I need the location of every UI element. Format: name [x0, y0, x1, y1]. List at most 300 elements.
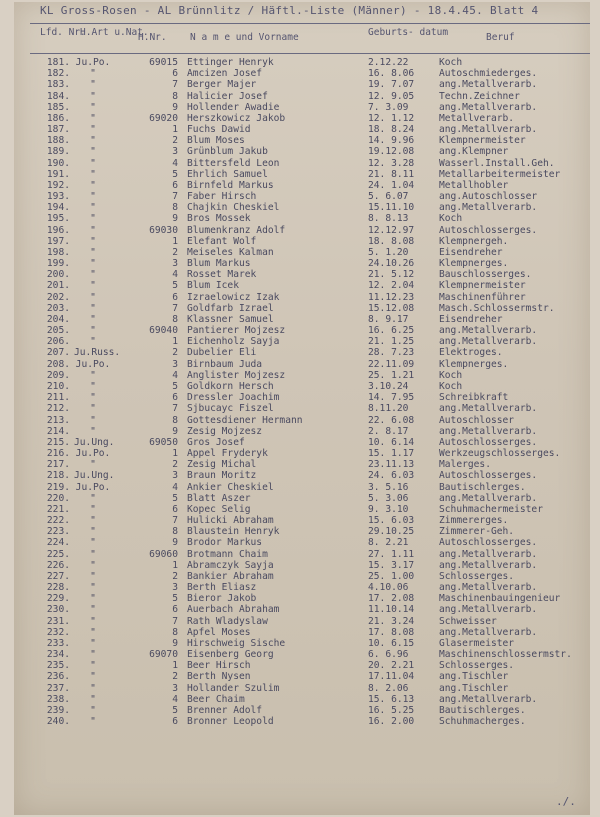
table-row [0, 705, 600, 716]
table-row [0, 683, 600, 694]
row-type-nationality: " [90, 112, 96, 124]
row-prisoner-number: 4 [172, 369, 178, 381]
row-birthdate: 5. 3.06 [368, 492, 409, 504]
row-type-nationality: " [90, 124, 96, 136]
row-occupation: Bauschlosserges. [439, 269, 532, 281]
table-row [0, 158, 600, 169]
table-row [0, 102, 600, 113]
row-birthdate: 21. 5.12 [368, 269, 415, 281]
table-row [0, 68, 600, 79]
row-occupation: Maschinenschlossermstr. [439, 649, 572, 661]
row-birthdate: 2.12.22 [368, 57, 409, 68]
row-name: Klassner Samuel [187, 313, 274, 325]
row-number: 209. [46, 369, 70, 381]
row-number: 233. [46, 637, 70, 649]
row-prisoner-number: 2 [172, 671, 178, 683]
row-type-nationality: " [90, 246, 96, 258]
row-birthdate: 12.12.97 [368, 224, 415, 236]
row-birthdate: 20. 2.21 [368, 660, 415, 672]
row-prisoner-number: 5 [172, 593, 178, 605]
col-date-header: Geburts- datum [368, 27, 449, 38]
row-occupation: ang.Metallverarb. [439, 604, 538, 616]
row-name: Hirschweig Sische [187, 637, 286, 649]
row-prisoner-number: 2 [172, 459, 178, 471]
row-prisoner-number: 3 [172, 358, 178, 370]
row-name: Dressler Joachim [187, 392, 280, 404]
row-birthdate: 27. 1.11 [368, 548, 415, 560]
row-number: 226. [46, 559, 70, 571]
row-number: 221. [46, 503, 70, 515]
row-name: Beer Chaim [187, 693, 245, 705]
row-birthdate: 2. 8.17 [368, 425, 409, 437]
row-birthdate: 16. 2.00 [368, 716, 415, 728]
row-type-nationality: " [90, 68, 96, 80]
row-name: Blumenkranz Adolf [187, 224, 286, 236]
row-birthdate: 10. 6.15 [368, 637, 415, 649]
row-occupation: ang.Metallverarb. [439, 202, 538, 214]
row-type-nationality: " [90, 269, 96, 281]
row-type-nationality: " [90, 380, 96, 392]
row-type-nationality: " [90, 660, 96, 672]
row-name: Goldkorn Hersch [187, 380, 274, 392]
row-birthdate: 6. 6.96 [368, 649, 409, 661]
row-name: Herszkowicz Jakob [187, 112, 286, 124]
table-row [0, 448, 600, 459]
col-name-header: N a m e und Vorname [190, 32, 299, 43]
row-prisoner-number: 69060 [149, 548, 178, 560]
row-name: Rosset Marek [187, 269, 257, 281]
table-row [0, 593, 600, 604]
row-prisoner-number: 3 [172, 682, 178, 694]
row-name: Kopec Selig [187, 503, 251, 515]
row-occupation: ang.Metallverarb. [439, 325, 538, 337]
row-prisoner-number: 9 [172, 213, 178, 225]
row-name: Bankier Abraham [187, 570, 274, 582]
row-type-nationality: " [90, 604, 96, 616]
row-type-nationality: " [90, 414, 96, 426]
row-type-nationality: " [90, 492, 96, 504]
row-birthdate: 24. 1.04 [368, 179, 415, 191]
row-occupation: Autoschlosserges. [439, 470, 538, 482]
row-type-nationality: " [90, 459, 96, 471]
row-name: Berger Majer [187, 79, 257, 91]
row-type-nationality: " [90, 593, 96, 605]
row-birthdate: 15. 6.03 [368, 515, 415, 527]
row-number: 235. [46, 660, 70, 672]
row-number: 212. [46, 403, 70, 415]
row-number: 229. [46, 593, 70, 605]
row-birthdate: 8. 2.06 [368, 682, 409, 694]
row-prisoner-number: 5 [172, 492, 178, 504]
row-name: Bieror Jakob [187, 593, 257, 605]
table-row [0, 415, 600, 426]
row-prisoner-number: 69030 [149, 224, 178, 236]
row-type-nationality: Ju.Po. [75, 358, 111, 370]
row-name: Bros Mossek [187, 213, 251, 225]
row-prisoner-number: 8 [172, 526, 178, 538]
row-prisoner-number: 5 [172, 380, 178, 392]
table-row [0, 493, 600, 504]
row-prisoner-number: 8 [172, 414, 178, 426]
row-type-nationality: " [90, 626, 96, 638]
row-birthdate: 19. 7.07 [368, 79, 415, 91]
row-birthdate: 15. 6.13 [368, 693, 415, 705]
row-number: 230. [46, 604, 70, 616]
row-number: 193. [46, 191, 70, 203]
row-type-nationality: " [90, 101, 96, 113]
row-type-nationality: Ju.Po. [75, 481, 111, 493]
table-row [0, 616, 600, 627]
row-prisoner-number: 69040 [149, 325, 178, 337]
row-prisoner-number: 6 [172, 716, 178, 728]
row-type-nationality: " [90, 425, 96, 437]
row-number: 227. [46, 570, 70, 582]
row-prisoner-number: 9 [172, 425, 178, 437]
row-name: Izraelowicz Izak [187, 291, 280, 303]
table-row [0, 582, 600, 593]
row-prisoner-number: 4 [172, 269, 178, 281]
col-hart-header: H.Art u.Nat. [80, 27, 149, 38]
row-prisoner-number: 2 [172, 570, 178, 582]
row-name: Brenner Adolf [187, 704, 263, 716]
table-row [0, 225, 600, 236]
row-number: 188. [46, 135, 70, 147]
row-occupation: Maschinenführer [439, 291, 526, 303]
row-birthdate: 8. 9.17 [368, 313, 409, 325]
table-row [0, 515, 600, 526]
row-occupation: Werkzeugschlosserges. [439, 448, 561, 460]
table-row [0, 571, 600, 582]
row-number: 182. [46, 68, 70, 80]
row-prisoner-number: 2 [172, 347, 178, 359]
row-type-nationality: " [90, 693, 96, 705]
row-number: 198. [46, 246, 70, 258]
row-number: 205. [46, 325, 70, 337]
row-name: Dubelier Eli [187, 347, 257, 359]
row-prisoner-number: 3 [172, 258, 178, 270]
table-row [0, 336, 600, 347]
row-prisoner-number: 6 [172, 291, 178, 303]
header-rule [30, 53, 590, 54]
table-row [0, 303, 600, 314]
row-occupation: Zimmererges. [439, 515, 509, 527]
row-occupation: Maschinenbauingenieur [439, 593, 561, 605]
row-birthdate: 8. 8.13 [368, 213, 409, 225]
row-name: Blum Icek [187, 280, 239, 292]
row-birthdate: 5. 1.20 [368, 246, 409, 258]
row-name: Birnbaum Juda [187, 358, 263, 370]
row-prisoner-number: 6 [172, 604, 178, 616]
row-type-nationality: " [90, 179, 96, 191]
table-row [0, 135, 600, 146]
row-type-nationality: " [90, 615, 96, 627]
row-prisoner-number: 1 [172, 559, 178, 571]
row-prisoner-number: 6 [172, 503, 178, 515]
row-occupation: Autoschlosserges. [439, 537, 538, 549]
row-birthdate: 15.12.08 [368, 302, 415, 314]
row-prisoner-number: 3 [172, 470, 178, 482]
table-row [0, 202, 600, 213]
row-birthdate: 14. 9.96 [368, 135, 415, 147]
row-prisoner-number: 2 [172, 246, 178, 258]
row-number: 199. [46, 258, 70, 270]
table-row [0, 57, 600, 68]
row-prisoner-number: 8 [172, 313, 178, 325]
row-prisoner-number: 7 [172, 403, 178, 415]
row-number: 204. [46, 313, 70, 325]
row-number: 202. [46, 291, 70, 303]
row-birthdate: 11.10.14 [368, 604, 415, 616]
row-number: 232. [46, 626, 70, 638]
table-row [0, 470, 600, 481]
table-row [0, 504, 600, 515]
row-number: 215. [46, 436, 70, 448]
row-prisoner-number: 1 [172, 336, 178, 348]
row-prisoner-number: 4 [172, 481, 178, 493]
row-birthdate: 21. 8.11 [368, 168, 415, 180]
row-type-nationality: " [90, 135, 96, 147]
row-name: Blum Markus [187, 258, 251, 270]
row-type-nationality: " [90, 559, 96, 571]
row-number: 200. [46, 269, 70, 281]
row-prisoner-number: 69015 [149, 57, 178, 68]
row-birthdate: 16. 6.25 [368, 325, 415, 337]
row-birthdate: 3. 5.16 [368, 481, 409, 493]
row-name: Apfel Moses [187, 626, 251, 638]
row-number: 207. [46, 347, 70, 359]
row-birthdate: 17. 8.08 [368, 626, 415, 638]
row-number: 197. [46, 235, 70, 247]
row-birthdate: 18. 8.24 [368, 124, 415, 136]
row-number: 225. [46, 548, 70, 560]
table-row [0, 113, 600, 124]
row-occupation: Autoschlosserges. [439, 224, 538, 236]
row-prisoner-number: 7 [172, 191, 178, 203]
row-number: 222. [46, 515, 70, 527]
row-type-nationality: " [90, 403, 96, 415]
row-number: 187. [46, 124, 70, 136]
row-name: Meiseles Kalman [187, 246, 274, 258]
row-type-nationality: " [90, 537, 96, 549]
table-row [0, 638, 600, 649]
row-prisoner-number: 8 [172, 626, 178, 638]
table-row [0, 627, 600, 638]
row-type-nationality: " [90, 716, 96, 728]
row-number: 239. [46, 704, 70, 716]
row-type-nationality: Ju.Russ. [74, 347, 121, 359]
row-number: 238. [46, 693, 70, 705]
row-name: Ankier Cheskiel [187, 481, 274, 493]
row-name: Bronner Leopold [187, 716, 274, 728]
row-prisoner-number: 6 [172, 392, 178, 404]
row-birthdate: 24.10.26 [368, 258, 415, 270]
row-name: Faber Hirsch [187, 191, 257, 203]
row-occupation: Schreibkraft [439, 392, 509, 404]
row-number: 191. [46, 168, 70, 180]
row-name: Gros Josef [187, 436, 245, 448]
row-name: Elefant Wolf [187, 235, 257, 247]
col-job-header: Beruf [486, 32, 515, 43]
row-name: Halicier Josef [187, 90, 268, 102]
row-type-nationality: Ju.Po. [75, 448, 111, 460]
row-occupation: Schuhmachermeister [439, 503, 543, 515]
row-occupation: ang.Metallverarb. [439, 425, 538, 437]
row-occupation: Schlosserges. [439, 660, 515, 672]
table-row [0, 359, 600, 370]
row-name: Birnfeld Markus [187, 179, 274, 191]
row-type-nationality: Ju.Ung. [74, 436, 115, 448]
row-occupation: Masch.Schlossermstr. [439, 302, 555, 314]
row-prisoner-number: 6 [172, 68, 178, 80]
row-type-nationality: " [90, 313, 96, 325]
row-type-nationality: " [90, 671, 96, 683]
row-number: 234. [46, 649, 70, 661]
table-row [0, 180, 600, 191]
table-row [0, 79, 600, 90]
row-name: Zesig Michal [187, 459, 257, 471]
row-birthdate: 12. 2.04 [368, 280, 415, 292]
row-name: Brotmann Chaim [187, 548, 268, 560]
row-type-nationality: " [90, 336, 96, 348]
row-occupation: Klempnerges. [439, 258, 509, 270]
row-prisoner-number: 2 [172, 135, 178, 147]
row-birthdate: 17.11.04 [368, 671, 415, 683]
row-prisoner-number: 5 [172, 704, 178, 716]
row-occupation: ang.Metallverarb. [439, 693, 538, 705]
row-occupation: ang.Metallverarb. [439, 79, 538, 91]
row-type-nationality: " [90, 280, 96, 292]
row-occupation: ang.Metallverarb. [439, 101, 538, 113]
row-prisoner-number: 6 [172, 179, 178, 191]
row-birthdate: 8. 2.21 [368, 537, 409, 549]
row-name: Anglister Mojzesz [187, 369, 286, 381]
table-row [0, 347, 600, 358]
row-name: Berth Nysen [187, 671, 251, 683]
col-hnr-header: H.Nr. [138, 32, 167, 43]
row-occupation: ang.Metallverarb. [439, 626, 538, 638]
row-occupation: ang.Metallverarb. [439, 582, 538, 594]
row-birthdate: 29.10.25 [368, 526, 415, 538]
row-name: Appel Fryderyk [187, 448, 268, 460]
table-row [0, 392, 600, 403]
row-occupation: Zimmerer-Geh. [439, 526, 515, 538]
row-number: 236. [46, 671, 70, 683]
table-row [0, 560, 600, 571]
row-birthdate: 11.12.23 [368, 291, 415, 303]
row-name: Auerbach Abraham [187, 604, 280, 616]
row-number: 224. [46, 537, 70, 549]
row-number: 181. [46, 57, 70, 68]
row-name: Berth Eliasz [187, 582, 257, 594]
table-row [0, 716, 600, 727]
row-occupation: Bautischlerges. [439, 481, 526, 493]
row-name: Ehrlich Samuel [187, 168, 268, 180]
row-birthdate: 25. 1.21 [368, 369, 415, 381]
row-name: Brodor Markus [187, 537, 263, 549]
document-title: KL Gross-Rosen - AL Brünnlitz / Häftl.-Liste (Männer) - 18.4.45. Blatt 4 [40, 4, 539, 17]
row-occupation: Metallverarb. [439, 112, 515, 124]
row-number: 213. [46, 414, 70, 426]
table-row [0, 236, 600, 247]
row-occupation: ang.Tischler [439, 682, 509, 694]
row-number: 206. [46, 336, 70, 348]
row-name: Fuchs Dawid [187, 124, 251, 136]
row-birthdate: 17. 2.08 [368, 593, 415, 605]
row-prisoner-number: 1 [172, 235, 178, 247]
row-prisoner-number: 3 [172, 582, 178, 594]
table-row [0, 526, 600, 537]
row-type-nationality: " [90, 168, 96, 180]
row-occupation: Eisendreher [439, 313, 503, 325]
row-name: Gottesdiener Hermann [187, 414, 303, 426]
row-birthdate: 28. 7.23 [368, 347, 415, 359]
row-occupation: Autoschmiederges. [439, 68, 538, 80]
row-birthdate: 23.11.13 [368, 459, 415, 471]
row-prisoner-number: 7 [172, 302, 178, 314]
row-number: 192. [46, 179, 70, 191]
row-type-nationality: " [90, 325, 96, 337]
row-birthdate: 9. 3.10 [368, 503, 409, 515]
table-row [0, 258, 600, 269]
row-number: 189. [46, 146, 70, 158]
table-row [0, 146, 600, 157]
row-birthdate: 12. 1.12 [368, 112, 415, 124]
table-row [0, 426, 600, 437]
row-prisoner-number: 9 [172, 637, 178, 649]
prisoner-list [0, 57, 600, 727]
table-row [0, 292, 600, 303]
row-birthdate: 19.12.08 [368, 146, 415, 158]
row-birthdate: 4.10.06 [368, 582, 409, 594]
row-prisoner-number: 69070 [149, 649, 178, 661]
row-occupation: Metallhobler [439, 179, 509, 191]
table-row [0, 437, 600, 448]
table-row [0, 671, 600, 682]
row-occupation: Koch [439, 213, 463, 225]
row-occupation: Elektroges. [439, 347, 503, 359]
row-occupation: Klempnermeister [439, 280, 526, 292]
row-birthdate: 22. 6.08 [368, 414, 415, 426]
row-type-nationality: " [90, 191, 96, 203]
row-name: Bittersfeld Leon [187, 157, 280, 169]
row-prisoner-number: 7 [172, 615, 178, 627]
row-type-nationality: " [90, 570, 96, 582]
row-occupation: ang.Metallverarb. [439, 124, 538, 136]
row-occupation: Koch [439, 380, 463, 392]
row-number: 231. [46, 615, 70, 627]
row-type-nationality: " [90, 503, 96, 515]
row-name: Grünblum Jakub [187, 146, 268, 158]
row-prisoner-number: 69050 [149, 436, 178, 448]
row-type-nationality: " [90, 548, 96, 560]
table-row [0, 213, 600, 224]
row-occupation: Techn.Zeichner [439, 90, 520, 102]
row-birthdate: 12. 3.28 [368, 157, 415, 169]
row-birthdate: 25. 1.00 [368, 570, 415, 582]
row-number: 185. [46, 101, 70, 113]
row-occupation: Autoschlosser [439, 414, 515, 426]
row-occupation: Klempnerges. [439, 358, 509, 370]
row-birthdate: 24. 6.03 [368, 470, 415, 482]
row-occupation: ang.Metallverarb. [439, 492, 538, 504]
table-row [0, 604, 600, 615]
row-type-nationality: " [90, 526, 96, 538]
row-number: 223. [46, 526, 70, 538]
row-name: Beer Hirsch [187, 660, 251, 672]
row-number: 228. [46, 582, 70, 594]
row-prisoner-number: 9 [172, 101, 178, 113]
row-number: 201. [46, 280, 70, 292]
